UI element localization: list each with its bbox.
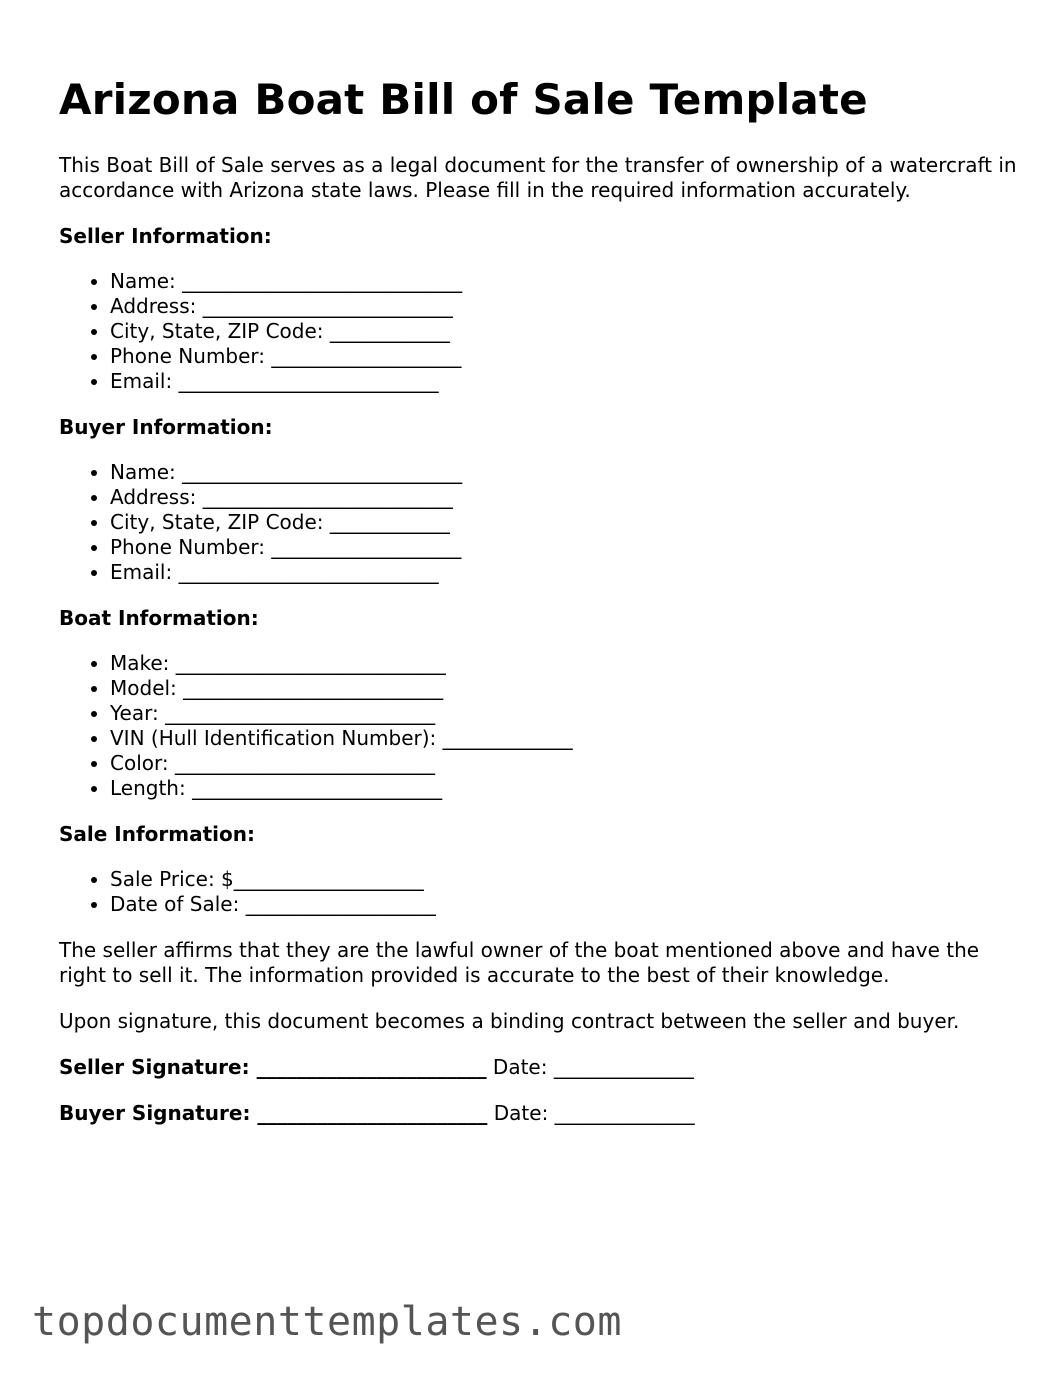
- buyer-info-list: [59, 460, 1019, 585]
- boat-model-field: • Model: __________________________: [110, 676, 1019, 701]
- seller-signature-line: [59, 1055, 1019, 1080]
- seller-info-heading: Seller Information:: [59, 224, 272, 248]
- seller-signature-label: Seller Signature: _______________________: [59, 1055, 487, 1079]
- buyer-info-heading: Buyer Information:: [59, 415, 273, 439]
- buyer-phone-field: • Phone Number: ___________________: [110, 535, 1019, 560]
- seller-signature-date: Date: ______________: [486, 1055, 694, 1079]
- buyer-name-field: • Name: ____________________________: [110, 460, 1019, 485]
- buyer-signature-label: Buyer Signature: _______________________: [59, 1101, 488, 1125]
- seller-name-field: • Name: ____________________________: [110, 269, 1019, 294]
- boat-vin-field: • VIN (Hull Identification Number): _____________: [110, 726, 1019, 751]
- boat-info-list: [59, 651, 1019, 801]
- seller-email-field: • Email: __________________________: [110, 369, 1019, 394]
- intro-paragraph: This Boat Bill of Sale serves as a legal document for the transfer of ownership of a watercraft in accordance with Arizona state laws. Please fill in the required information accurately.: [59, 153, 1017, 202]
- boat-info-heading: Boat Information:: [59, 606, 259, 630]
- buyer-city-state-zip-field: • City, State, ZIP Code: ____________: [110, 510, 1019, 535]
- buyer-email-field: • Email: __________________________: [110, 560, 1019, 585]
- seller-city-state-zip-field: • City, State, ZIP Code: ____________: [110, 319, 1019, 344]
- buyer-signature-line: [59, 1101, 1019, 1126]
- buyer-address-field: • Address: _________________________: [110, 485, 1019, 510]
- buyer-signature-date: Date: ______________: [487, 1101, 695, 1125]
- binding-contract-paragraph: Upon signature, this document becomes a binding contract between the seller and buyer.: [59, 1009, 960, 1033]
- boat-year-field: • Year: ___________________________: [110, 701, 1019, 726]
- boat-length-field: • Length: _________________________: [110, 776, 1019, 801]
- sale-info-list: [59, 867, 1019, 917]
- document-page: [59, 72, 1019, 1126]
- seller-info-list: [59, 269, 1019, 394]
- seller-address-field: • Address: _________________________: [110, 294, 1019, 319]
- boat-make-field: • Make: ___________________________: [110, 651, 1019, 676]
- sale-date-field: • Date of Sale: ___________________: [110, 892, 1019, 917]
- sale-info-heading: Sale Information:: [59, 822, 255, 846]
- boat-color-field: • Color: __________________________: [110, 751, 1019, 776]
- sale-price-field: • Sale Price: $___________________: [110, 867, 1019, 892]
- watermark-text: topdocumenttemplates.com: [32, 1299, 622, 1345]
- seller-phone-field: • Phone Number: ___________________: [110, 344, 1019, 369]
- affirmation-paragraph: The seller affirms that they are the lawful owner of the boat mentioned above and have the right to sell it. The information provided is accurate to the best of their knowledge.: [59, 938, 980, 987]
- document-title: Arizona Boat Bill of Sale Template: [59, 75, 868, 124]
